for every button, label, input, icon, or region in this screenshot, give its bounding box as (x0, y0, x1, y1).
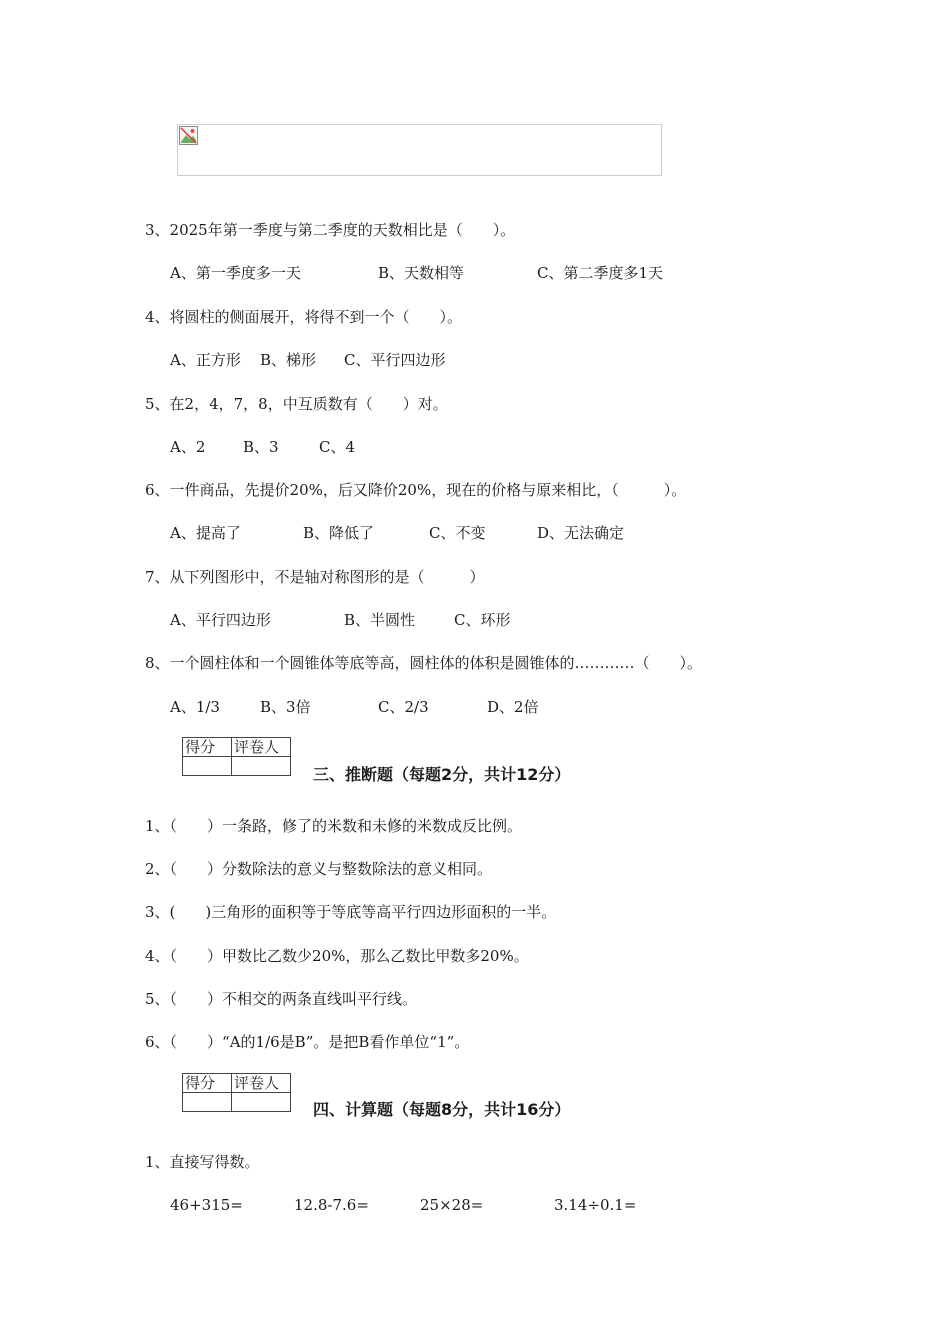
question-4: 4、将圆柱的侧面展开，将得不到一个（ ）。 (145, 308, 463, 326)
grader-cell[interactable] (232, 757, 291, 776)
section-title: 三、推断题（每题2分，共计12分） (313, 765, 571, 784)
score-cell[interactable] (183, 1093, 232, 1112)
option: B、3 (243, 438, 279, 456)
score-table (182, 1073, 291, 1112)
question-7: 7、从下列图形中，不是轴对称图形的是（ ） (145, 568, 485, 586)
option: A、第一季度多一天 (170, 264, 301, 282)
question-8: 8、一个圆柱体和一个圆锥体等底等高，圆柱体的体积是圆锥体的…………（ ）。 (145, 654, 703, 672)
judgment-item: 6、（ ）“A的1/6是B”。是把B看作单位“1”。 (145, 1033, 470, 1051)
score-header: 得分 (183, 738, 232, 757)
option: C、平行四边形 (344, 351, 446, 369)
judgment-item: 4、（ ）甲数比乙数少20%，那么乙数比甲数多20%。 (145, 947, 529, 965)
option: D、无法确定 (537, 524, 625, 542)
grader-header: 评卷人 (232, 1074, 291, 1093)
section-title: 四、计算题（每题8分，共计16分） (313, 1100, 571, 1119)
broken-image-icon (179, 126, 198, 145)
question-5: 5、在2，4，7，8，中互质数有（ ）对。 (145, 395, 448, 413)
option: B、半圆性 (344, 611, 416, 629)
calc-expression: 46+315= (170, 1196, 243, 1214)
option: A、正方形 (170, 351, 241, 369)
judgment-item: 2、（ ）分数除法的意义与整数除法的意义相同。 (145, 860, 493, 878)
option: C、不变 (429, 524, 486, 542)
option: A、2 (170, 438, 206, 456)
option: A、1/3 (170, 698, 220, 716)
calc-item: 1、直接写得数。 (145, 1153, 260, 1171)
calc-expression: 3.14÷0.1= (554, 1196, 637, 1214)
option: B、3倍 (260, 698, 311, 716)
option: C、环形 (454, 611, 511, 629)
calc-expression: 12.8-7.6= (294, 1196, 369, 1214)
option: B、降低了 (303, 524, 375, 542)
option: B、梯形 (260, 351, 317, 369)
option: C、2/3 (378, 698, 429, 716)
option: A、平行四边形 (170, 611, 271, 629)
score-table (182, 737, 291, 776)
score-header: 得分 (183, 1074, 232, 1093)
option: B、天数相等 (378, 264, 465, 282)
score-cell[interactable] (183, 757, 232, 776)
option: A、提高了 (170, 524, 241, 542)
grader-cell[interactable] (232, 1093, 291, 1112)
option: C、第二季度多1天 (537, 264, 664, 282)
calc-expression: 25×28= (420, 1196, 484, 1214)
question-6: 6、一件商品，先提价20%，后又降价20%，现在的价格与原来相比，（ ）。 (145, 481, 687, 499)
option: C、4 (319, 438, 356, 456)
image-placeholder (177, 124, 662, 176)
option: D、2倍 (487, 698, 539, 716)
question-3: 3、2025年第一季度与第二季度的天数相比是（ ）。 (145, 221, 516, 239)
judgment-item: 3、( )三角形的面积等于等底等高平行四边形面积的一半。 (145, 903, 557, 921)
judgment-item: 1、（ ）一条路，修了的米数和未修的米数成反比例。 (145, 817, 523, 835)
judgment-item: 5、（ ）不相交的两条直线叫平行线。 (145, 990, 418, 1008)
grader-header: 评卷人 (232, 738, 291, 757)
